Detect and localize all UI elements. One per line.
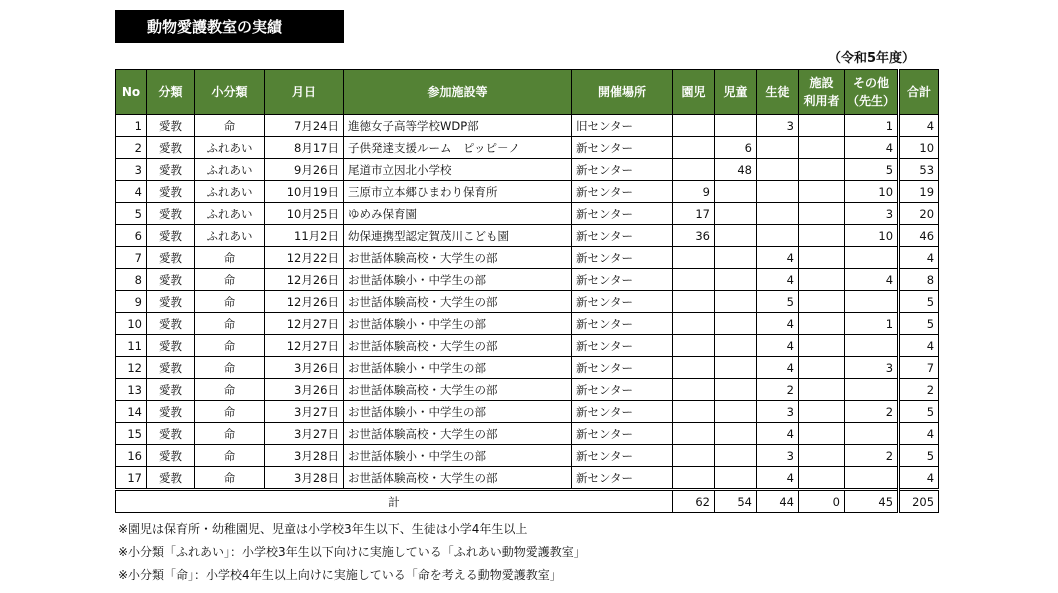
cell-preschool: 17	[673, 203, 715, 225]
cell-other	[845, 467, 899, 490]
cell-date: 10月19日	[265, 181, 344, 203]
cell-category: 愛教	[147, 291, 195, 313]
cell-facility-user	[799, 357, 845, 379]
cell-student	[757, 159, 799, 181]
cell-student: 4	[757, 269, 799, 291]
cell-no: 4	[116, 181, 147, 203]
table-row	[116, 313, 939, 335]
cell-child	[715, 203, 757, 225]
cell-venue: 新センター	[572, 225, 673, 247]
cell-facility-user	[799, 401, 845, 423]
cell-date: 3月28日	[265, 467, 344, 490]
cell-category: 愛教	[147, 379, 195, 401]
cell-facility-user	[799, 247, 845, 269]
cell-facility: 子供発達支援ルーム ピッピ－ノ	[344, 137, 572, 159]
cell-other: 4	[845, 269, 899, 291]
cell-other: 1	[845, 115, 899, 137]
cell-student: 3	[757, 115, 799, 137]
cell-child	[715, 313, 757, 335]
cell-child: 48	[715, 159, 757, 181]
cell-facility-user	[799, 137, 845, 159]
table-header-row	[116, 70, 939, 115]
cell-venue: 新センター	[572, 181, 673, 203]
cell-facility: お世話体験小・中学生の部	[344, 445, 572, 467]
cell-other: 4	[845, 137, 899, 159]
cell-child	[715, 357, 757, 379]
cell-no: 7	[116, 247, 147, 269]
cell-child	[715, 401, 757, 423]
cell-subcategory: 命	[195, 291, 265, 313]
cell-facility-user	[799, 291, 845, 313]
header-facility-user-line2: 利用者	[803, 94, 840, 108]
cell-category: 愛教	[147, 467, 195, 490]
cell-student: 4	[757, 247, 799, 269]
cell-subcategory: 命	[195, 269, 265, 291]
cell-no: 17	[116, 467, 147, 490]
cell-preschool: 36	[673, 225, 715, 247]
cell-facility-user	[799, 335, 845, 357]
cell-total: 4	[899, 115, 939, 137]
cell-facility-user	[799, 159, 845, 181]
cell-student: 4	[757, 313, 799, 335]
cell-child	[715, 423, 757, 445]
cell-total: 5	[899, 401, 939, 423]
cell-venue: 新センター	[572, 313, 673, 335]
cell-date: 12月27日	[265, 313, 344, 335]
table-row	[116, 379, 939, 401]
table-row	[116, 445, 939, 467]
cell-total: 19	[899, 181, 939, 203]
cell-date: 3月27日	[265, 401, 344, 423]
header-date: 月日	[265, 70, 344, 115]
cell-preschool	[673, 115, 715, 137]
cell-category: 愛教	[147, 445, 195, 467]
cell-date: 3月27日	[265, 423, 344, 445]
cell-total: 7	[899, 357, 939, 379]
cell-category: 愛教	[147, 313, 195, 335]
note-3: ※小分類「命」：小学校4年生以上向けに実施している「命を考える動物愛護教室」	[118, 568, 562, 582]
table-row	[116, 225, 939, 247]
cell-date: 12月26日	[265, 291, 344, 313]
table-row	[116, 467, 939, 490]
table-row	[116, 291, 939, 313]
cell-other	[845, 379, 899, 401]
cell-other	[845, 247, 899, 269]
cell-other	[845, 423, 899, 445]
cell-student: 2	[757, 379, 799, 401]
cell-subcategory: ふれあい	[195, 159, 265, 181]
cell-total: 4	[899, 467, 939, 490]
cell-other	[845, 291, 899, 313]
cell-subcategory: 命	[195, 423, 265, 445]
cell-preschool	[673, 313, 715, 335]
cell-date: 10月25日	[265, 203, 344, 225]
cell-venue: 新センター	[572, 357, 673, 379]
cell-facility: 進徳女子高等学校WDP部	[344, 115, 572, 137]
cell-venue: 新センター	[572, 401, 673, 423]
cell-facility: お世話体験高校・大学生の部	[344, 335, 572, 357]
cell-facility-user	[799, 203, 845, 225]
cell-total: 53	[899, 159, 939, 181]
cell-subcategory: 命	[195, 445, 265, 467]
cell-category: 愛教	[147, 269, 195, 291]
cell-student	[757, 203, 799, 225]
header-preschool: 園児	[673, 70, 715, 115]
cell-student: 3	[757, 401, 799, 423]
cell-preschool	[673, 401, 715, 423]
cell-facility-user	[799, 225, 845, 247]
cell-facility: お世話体験小・中学生の部	[344, 357, 572, 379]
cell-facility-user	[799, 181, 845, 203]
page-title: 動物愛護教室の実績	[115, 10, 344, 43]
cell-venue: 新センター	[572, 247, 673, 269]
cell-total: 10	[899, 137, 939, 159]
results-table	[115, 69, 939, 513]
table-row	[116, 247, 939, 269]
cell-category: 愛教	[147, 115, 195, 137]
header-student: 生徒	[757, 70, 799, 115]
cell-facility-user	[799, 423, 845, 445]
cell-facility: お世話体験高校・大学生の部	[344, 423, 572, 445]
cell-category: 愛教	[147, 203, 195, 225]
cell-subcategory: ふれあい	[195, 225, 265, 247]
cell-subcategory: 命	[195, 313, 265, 335]
cell-category: 愛教	[147, 423, 195, 445]
cell-category: 愛教	[147, 137, 195, 159]
cell-category: 愛教	[147, 159, 195, 181]
cell-total: 5	[899, 445, 939, 467]
cell-venue: 新センター	[572, 291, 673, 313]
cell-preschool	[673, 291, 715, 313]
cell-total: 4	[899, 423, 939, 445]
cell-facility-user	[799, 445, 845, 467]
header-category: 分類	[147, 70, 195, 115]
cell-other: 10	[845, 225, 899, 247]
cell-subcategory: 命	[195, 401, 265, 423]
cell-total: 4	[899, 247, 939, 269]
cell-date: 3月28日	[265, 445, 344, 467]
cell-child	[715, 115, 757, 137]
cell-subcategory: ふれあい	[195, 203, 265, 225]
table-row	[116, 203, 939, 225]
cell-child	[715, 269, 757, 291]
cell-preschool	[673, 335, 715, 357]
cell-venue: 新センター	[572, 445, 673, 467]
cell-total: 20	[899, 203, 939, 225]
cell-category: 愛教	[147, 335, 195, 357]
cell-subcategory: ふれあい	[195, 181, 265, 203]
cell-other: 3	[845, 203, 899, 225]
cell-no: 12	[116, 357, 147, 379]
header-other-line1: その他	[853, 76, 890, 90]
cell-child	[715, 225, 757, 247]
header-facility: 参加施設等	[344, 70, 572, 115]
cell-child: 6	[715, 137, 757, 159]
cell-category: 愛教	[147, 225, 195, 247]
cell-venue: 新センター	[572, 159, 673, 181]
cell-child	[715, 335, 757, 357]
cell-no: 8	[116, 269, 147, 291]
note-1: ※園児は保育所・幼稚園児、児童は小学校3年生以下、生徒は小学4年生以上	[118, 522, 528, 536]
cell-facility: お世話体験小・中学生の部	[344, 269, 572, 291]
cell-preschool	[673, 269, 715, 291]
cell-subcategory: 命	[195, 115, 265, 137]
cell-date: 12月22日	[265, 247, 344, 269]
cell-total: 4	[899, 335, 939, 357]
cell-student	[757, 225, 799, 247]
header-facility-user-line1: 施設	[809, 76, 834, 90]
cell-facility: 三原市立本郷ひまわり保育所	[344, 181, 572, 203]
cell-date: 8月17日	[265, 137, 344, 159]
cell-total: 5	[899, 313, 939, 335]
cell-student: 3	[757, 445, 799, 467]
cell-student: 4	[757, 357, 799, 379]
cell-category: 愛教	[147, 247, 195, 269]
cell-facility-user	[799, 313, 845, 335]
cell-no: 16	[116, 445, 147, 467]
cell-other: 1	[845, 313, 899, 335]
cell-category: 愛教	[147, 357, 195, 379]
cell-venue: 新センター	[572, 467, 673, 490]
cell-date: 12月26日	[265, 269, 344, 291]
cell-preschool	[673, 159, 715, 181]
cell-student: 4	[757, 423, 799, 445]
cell-student	[757, 137, 799, 159]
table-row	[116, 115, 939, 137]
cell-facility: お世話体験高校・大学生の部	[344, 379, 572, 401]
table-row	[116, 269, 939, 291]
cell-venue: 新センター	[572, 335, 673, 357]
cell-other: 2	[845, 445, 899, 467]
cell-preschool: 9	[673, 181, 715, 203]
cell-facility-user	[799, 115, 845, 137]
cell-facility-user	[799, 269, 845, 291]
table-row	[116, 423, 939, 445]
header-subcategory: 小分類	[195, 70, 265, 115]
totals-student: 44	[757, 490, 799, 513]
cell-other	[845, 335, 899, 357]
header-facility-user	[799, 70, 845, 115]
cell-venue: 新センター	[572, 137, 673, 159]
cell-no: 6	[116, 225, 147, 247]
cell-child	[715, 291, 757, 313]
cell-facility: お世話体験高校・大学生の部	[344, 467, 572, 490]
cell-facility: ゆめみ保育園	[344, 203, 572, 225]
header-child: 児童	[715, 70, 757, 115]
cell-facility-user	[799, 467, 845, 490]
cell-student	[757, 181, 799, 203]
cell-preschool	[673, 137, 715, 159]
cell-preschool	[673, 445, 715, 467]
fiscal-year-label: （令和5年度）	[828, 51, 916, 66]
cell-child	[715, 467, 757, 490]
cell-no: 2	[116, 137, 147, 159]
cell-preschool	[673, 357, 715, 379]
cell-student: 5	[757, 291, 799, 313]
cell-total: 8	[899, 269, 939, 291]
cell-subcategory: 命	[195, 247, 265, 269]
cell-date: 7月24日	[265, 115, 344, 137]
cell-total: 2	[899, 379, 939, 401]
table-row	[116, 181, 939, 203]
table-row	[116, 335, 939, 357]
cell-facility: お世話体験小・中学生の部	[344, 401, 572, 423]
cell-other: 3	[845, 357, 899, 379]
cell-other: 10	[845, 181, 899, 203]
table-row	[116, 159, 939, 181]
totals-total: 205	[899, 490, 939, 513]
cell-facility: 尾道市立因北小学校	[344, 159, 572, 181]
cell-no: 5	[116, 203, 147, 225]
cell-other: 5	[845, 159, 899, 181]
notes	[118, 518, 586, 587]
cell-subcategory: 命	[195, 357, 265, 379]
cell-date: 3月26日	[265, 357, 344, 379]
cell-child	[715, 181, 757, 203]
table-row	[116, 357, 939, 379]
header-other-line2: （先生）	[847, 94, 896, 108]
header-total: 合計	[899, 70, 939, 115]
cell-category: 愛教	[147, 181, 195, 203]
cell-venue: 新センター	[572, 423, 673, 445]
cell-student: 4	[757, 467, 799, 490]
cell-date: 11月2日	[265, 225, 344, 247]
cell-subcategory: ふれあい	[195, 137, 265, 159]
cell-venue: 新センター	[572, 269, 673, 291]
cell-preschool	[673, 423, 715, 445]
totals-label: 計	[116, 490, 673, 513]
cell-facility: 幼保連携型認定賀茂川こども園	[344, 225, 572, 247]
cell-subcategory: 命	[195, 379, 265, 401]
cell-subcategory: 命	[195, 467, 265, 490]
cell-date: 9月26日	[265, 159, 344, 181]
cell-facility-user	[799, 379, 845, 401]
totals-preschool: 62	[673, 490, 715, 513]
cell-date: 3月26日	[265, 379, 344, 401]
cell-other: 2	[845, 401, 899, 423]
totals-row	[116, 490, 939, 513]
cell-total: 5	[899, 291, 939, 313]
table-row	[116, 401, 939, 423]
cell-no: 10	[116, 313, 147, 335]
table-row	[116, 137, 939, 159]
cell-no: 3	[116, 159, 147, 181]
note-2: ※小分類「ふれあい」：小学校3年生以下向けに実施している「ふれあい動物愛護教室」	[118, 545, 586, 559]
cell-venue: 新センター	[572, 203, 673, 225]
cell-preschool	[673, 467, 715, 490]
cell-venue: 新センター	[572, 379, 673, 401]
cell-category: 愛教	[147, 401, 195, 423]
cell-child	[715, 247, 757, 269]
header-other	[845, 70, 899, 115]
cell-facility: お世話体験高校・大学生の部	[344, 247, 572, 269]
cell-no: 11	[116, 335, 147, 357]
cell-subcategory: 命	[195, 335, 265, 357]
cell-no: 14	[116, 401, 147, 423]
cell-preschool	[673, 247, 715, 269]
header-no: No	[116, 70, 147, 115]
cell-preschool	[673, 379, 715, 401]
cell-child	[715, 379, 757, 401]
cell-child	[715, 445, 757, 467]
cell-no: 1	[116, 115, 147, 137]
cell-facility: お世話体験高校・大学生の部	[344, 291, 572, 313]
cell-no: 13	[116, 379, 147, 401]
header-venue: 開催場所	[572, 70, 673, 115]
cell-student: 4	[757, 335, 799, 357]
totals-other: 45	[845, 490, 899, 513]
totals-child: 54	[715, 490, 757, 513]
cell-no: 9	[116, 291, 147, 313]
cell-no: 15	[116, 423, 147, 445]
cell-total: 46	[899, 225, 939, 247]
cell-venue: 旧センター	[572, 115, 673, 137]
cell-date: 12月27日	[265, 335, 344, 357]
cell-facility: お世話体験小・中学生の部	[344, 313, 572, 335]
totals-facility-user: 0	[799, 490, 845, 513]
